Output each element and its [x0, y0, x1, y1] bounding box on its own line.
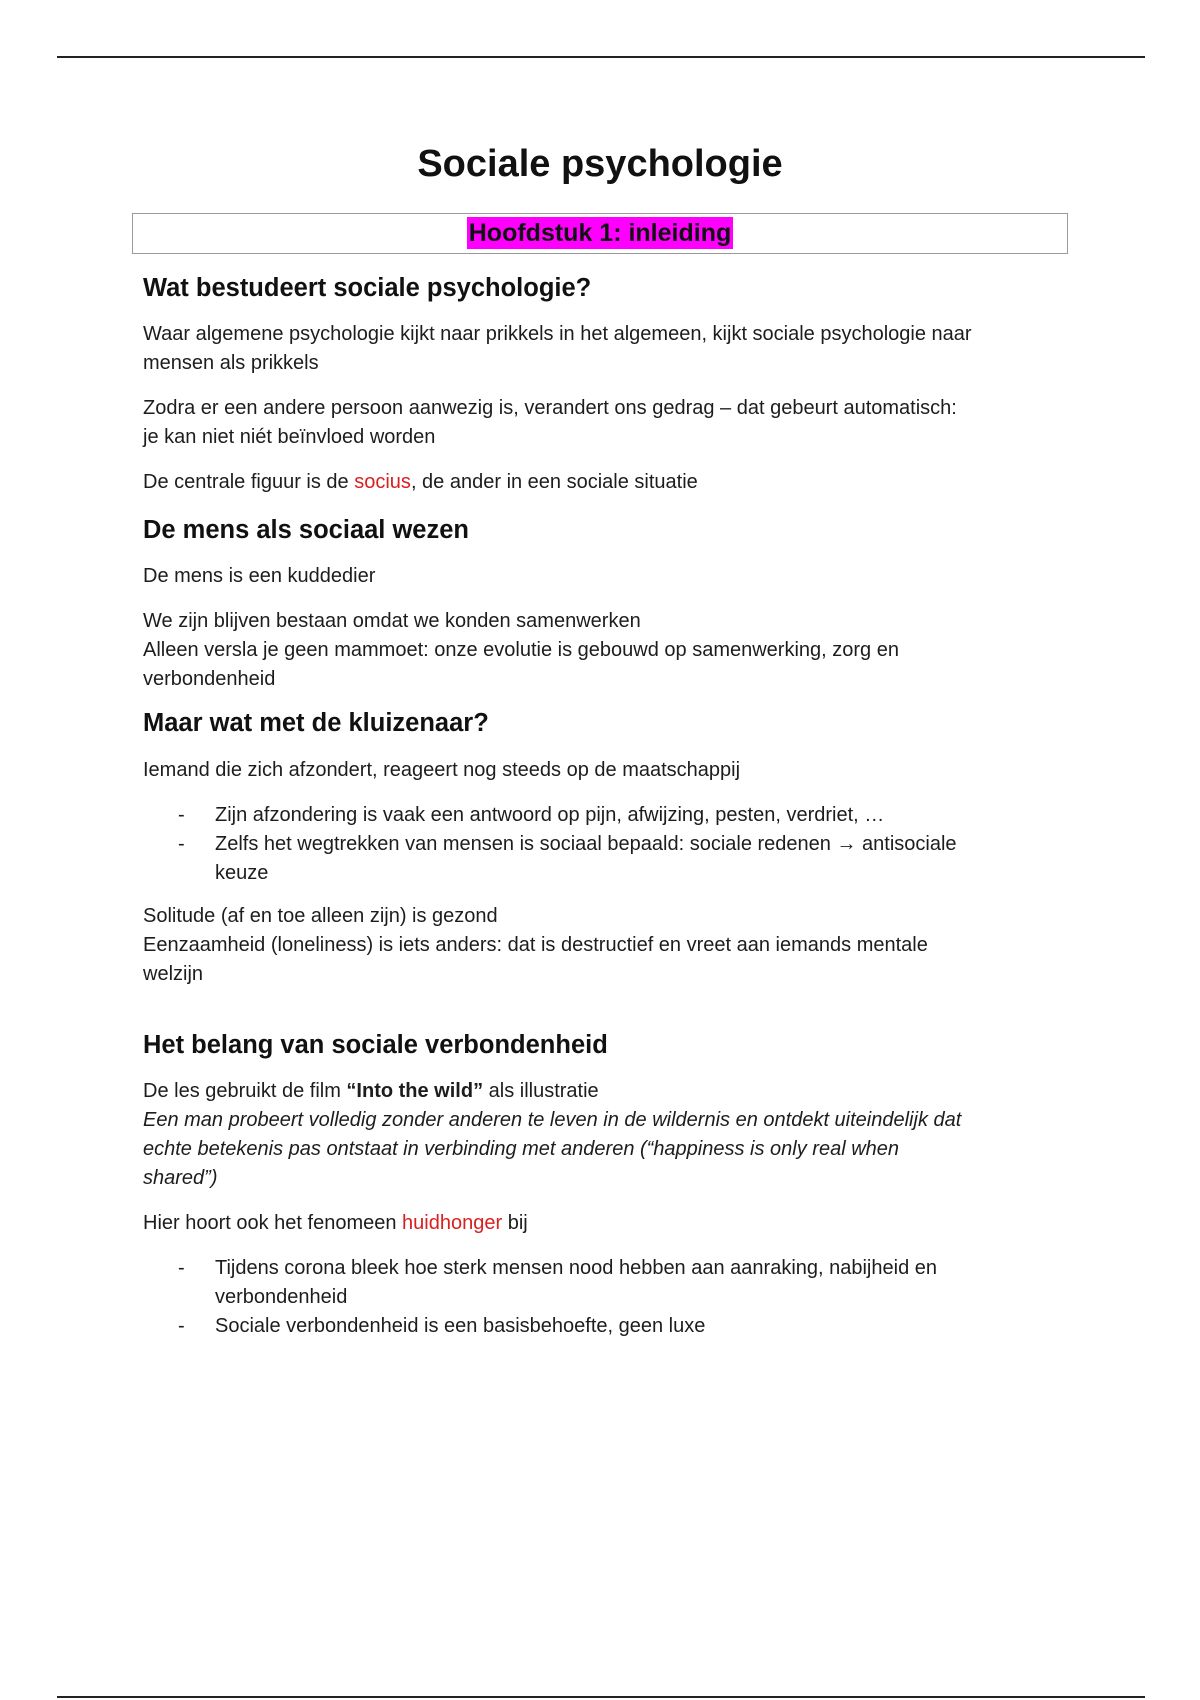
line: Solitude (af en toe alleen zijn) is gezond [143, 905, 498, 927]
text: De centrale figuur is de [143, 471, 355, 493]
line: We zijn blijven bestaan omdat we konden samenwerken [143, 610, 641, 632]
section-wat-bestudeert [143, 270, 1073, 497]
list-item [143, 1312, 1073, 1341]
section-kluizenaar [143, 705, 1073, 989]
line: mensen als prikkels [143, 352, 319, 374]
line: Een man probeert volledig zonder anderen te leven in de wildernis en ontdekt uiteindelijk dat [143, 1109, 962, 1131]
term-huidhonger: huidhonger [402, 1212, 503, 1234]
line: Alleen versla je geen mammoet: onze evolutie is gebouwd op samenwerking, zorg en [143, 639, 899, 661]
dash-bullet: - [178, 1315, 185, 1337]
film-title: “Into the wild” [346, 1080, 484, 1102]
line: Zelfs het wegtrekken van mensen is sociaal bepaald: sociale redenen → antisociale [215, 833, 957, 855]
line: Waar algemene psychologie kijkt naar prikkels in het algemeen, kijkt sociale psychologie naar [143, 323, 972, 345]
section-sociale-verbondenheid [143, 1027, 1073, 1341]
section-heading: Maar wat met de kluizenaar? [143, 709, 489, 737]
list-item [143, 1254, 1073, 1312]
chapter-box [132, 213, 1068, 254]
paragraph [143, 1077, 1073, 1193]
line: Tijdens corona bleek hoe sterk mensen nood hebben aan aanraking, nabijheid en [215, 1257, 937, 1279]
dash-bullet: - [178, 804, 185, 826]
line: echte betekenis pas ontstaat in verbinding met anderen (“happiness is only real when [143, 1138, 900, 1160]
paragraph: De mens is een kuddedier [143, 565, 376, 587]
paragraph [143, 468, 1073, 497]
line: verbondenheid [215, 1286, 348, 1308]
list-item [143, 801, 1073, 830]
text: Sociale verbondenheid is een basisbehoefte, geen luxe [215, 1315, 706, 1337]
document-title: Sociale psychologie [417, 143, 783, 185]
text: De les gebruikt de film [143, 1080, 347, 1102]
paragraph [143, 394, 1073, 452]
text: , de ander in een sociale situatie [410, 471, 698, 493]
line: keuze [215, 862, 269, 884]
dash-bullet: - [178, 833, 185, 855]
document-body [143, 270, 1073, 1341]
line: verbondenheid [143, 668, 276, 690]
dash-bullet: - [178, 1257, 185, 1279]
line: Zodra er een andere persoon aanwezig is, verandert ons gedrag – dat gebeurt automatisch: [143, 397, 957, 419]
section-heading: Het belang van sociale verbondenheid [143, 1031, 608, 1059]
paragraph [143, 1209, 1073, 1238]
line: welzijn [143, 963, 204, 985]
term-socius: socius [354, 471, 411, 493]
top-rule [57, 56, 1145, 58]
line: je kan niet niét beïnvloed worden [143, 426, 436, 448]
line: shared”) [143, 1167, 218, 1189]
text: als illustratie [483, 1080, 599, 1102]
text: bij [502, 1212, 528, 1234]
bullet-list [143, 1254, 1073, 1341]
paragraph [143, 902, 1073, 989]
section-mens-sociaal-wezen [143, 512, 1073, 694]
section-heading: Wat bestudeert sociale psychologie? [143, 274, 592, 302]
text: Hier hoort ook het fenomeen [143, 1212, 403, 1234]
bullet-list [143, 801, 1073, 888]
text: Zijn afzondering is vaak een antwoord op pijn, afwijzing, pesten, verdriet, … [215, 804, 885, 826]
section-heading: De mens als sociaal wezen [143, 516, 469, 544]
line: Eenzaamheid (loneliness) is iets anders: dat is destructief en vreet aan iemands mentale [143, 934, 928, 956]
paragraph: Iemand die zich afzondert, reageert nog steeds op de maatschappij [143, 759, 741, 781]
bottom-rule [57, 1696, 1145, 1698]
paragraph [143, 607, 1073, 694]
chapter-title: Hoofdstuk 1: inleiding [468, 219, 732, 247]
list-item [143, 830, 1073, 888]
paragraph [143, 320, 1073, 378]
